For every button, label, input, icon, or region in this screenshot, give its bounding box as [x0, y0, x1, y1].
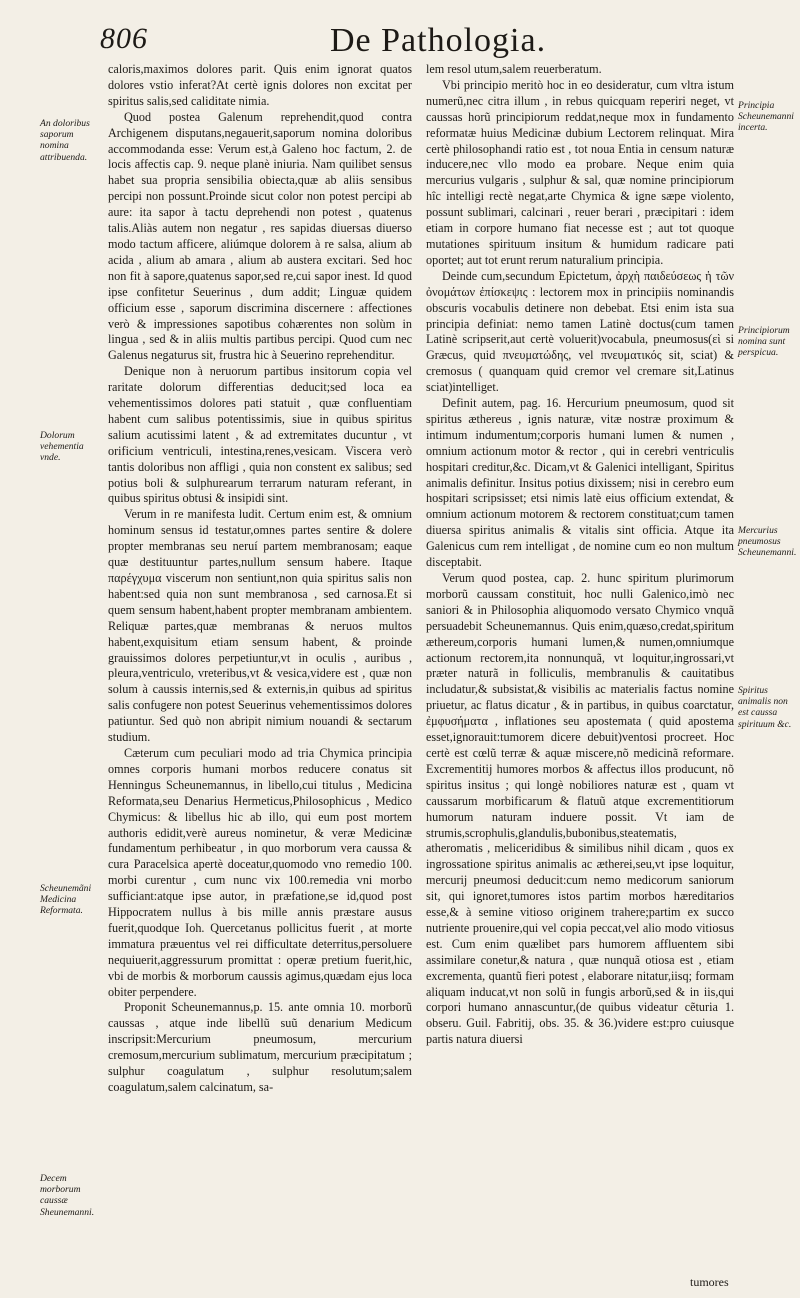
left-text-column: [108, 62, 412, 1096]
paragraph: Verum quod postea, cap. 2. hunc spiritum plurimorum morborũ caussam constituit, hoc nulli Galenico,imò nec saniori & in Philosophia aliquomodo versato Chymico vnquã persuadebit Scheunemannus. Quis enim,quæso,credat,spiritum æthereum,corporis humani lumen,& numen,omniumque actionum rectorem,ita nonnunquã, vt loquitur,ingrossari,vt præter naturã in folliculis, membranulis & cauitatibus includatur,& subsistat,& visibilis ac materialis factus nomine priuetur, ac flatus dicatur , & in partibus, in quibus coarctatur, ἐμφυσήματα , inflationes seu apostemata ( quid apostema esset,ignorauit:tumorem dicere debuit)ventosi procreet. Hoc certè est cœlũ terræ & aquæ miscere,nõ medicinã reformare. Excrementitij humores morbos & affectus illos producunt, nõ spiritus insitus ; qui longè nobiliores naturæ est , quam vt caussarum morbificarum & flatuũ atque excrementitiorum humorum naturam induere possit. Vt iam de strumis,scrophulis,glandulis,bubonibus,steatematis, atheromatis , meliceridibus & similibus nihil dicam , quos ex ingrossatione spiritus animalis ac ætherei,seu,vt ipse loquitur, mercurij pneumosi deducit:cum nemo medicorum saniorum sit, qui ignoret,tumores istos partim morbos hæreditarios esse,& à semine vitioso originem trahere;partim ex succo nutriente prouenire,qui vel copia peccat,vel alio modo vitiosus est. Cum enim quælibet pars humorem affluentem sibi assimilare conetur,& natura , quæ nunquã otiosa est , etiam excrementa, quantũ fieri potest , elaborare nitatur,iisq; formam aliquam inducat,vt non solũ in fungis arborũ,sed & in iis,qui corpori humano annascuntur,(de quibus videatur cẽturia 1. obseru. Guil. Fabritij, obs. 35. & 36.)videre est:pro cuiusque partis natura diuersi: [426, 571, 734, 1047]
paragraph: Cæterum cum peculiari modo ad tria Chymica principia omnes corporis humani morbos reducere conatus sit Henningus Scheunemannus, in libello,cui titulus , Medicina Reformata,seu Denarius Hermeticus,Philosophicus , Medico Chymicus: & libellus hic ab illo, qui eum post mortem authoris edidit,verè aureus nominetur, & veræ Medicinæ fundamentum perhibeatur , in quo morborum vera caussa & cura Paracelsica apertè doceatur,quomodo vno remedio 100. morbi curentur , cum nunc vix 100.remedia vni morbo sufficiant:atque ipse autor, in præfatione,se id,quod post Hippocratem nullus à bis mille annis præstare ausus fuerit,quodque Ioh. Quercetanus pollicitus fuerit , at morte immatura præuentus vel rei difficultate deterritus,persoluere nequiuerit,aggressurum promittat : operæ pretium fuerit,hic, vbi de morbis & morborum caussis agimus,quædam ejus loca obiter perpendere.: [108, 745, 412, 999]
marginal-note: An doloribus saporum nomina attribuenda.: [40, 118, 90, 163]
paragraph: caloris,maximos dolores parit. Quis enim ignorat quatos dolores vstio inferat?At certè ignis dolores non excitat per spiritus salis,sed caliditate nimia.: [108, 62, 412, 108]
marginal-note: Scheunemãni Medicina Reformata.: [40, 883, 92, 917]
marginal-note: Principia Scheunemanni incerta.: [738, 100, 794, 134]
right-text-column: [426, 62, 734, 1048]
marginal-note: Principiorum nomina sunt perspicua.: [738, 325, 790, 359]
paragraph: Proponit Scheunemannus,p. 15. ante omnia 10. morborũ caussas , atque inde libellũ suũ denarium Medicum inscripsit:Mercurium pneumosum, mercurium cremosum,mercurium sublimatum, mercurium præcipitatum ; sulphur coagulatum , sulphur resolutum;salem coagulatum,salem calcinatum, sa-: [108, 1000, 412, 1094]
paragraph: Quod postea Galenum reprehendit,quod contra Archigenem disputans,negauerit,saporum nomina doloribus accommodanda esse: Verum est,à Galeno hoc factum, 2. de locis affectis cap. 9. neque planè iniuria. Nam quilibet sensus habet sua propria sensibilia obiecta,quæ ab aliis sensibus percipi non possunt.Proinde sicut color non potest percipi ab aure: ita sapor à tactu deprehendi non potest , quatenus talis.Aliàs autem non negatur , res sapidas diuersas diuerso modo tactum afficere, aliúmque dolorem à re salsa, alium ab acida , alium ab amara , alium ab austera excitari. Sed hoc non fit à sapore,quatenus sapor,sed re,cui sapor inest. Id quod ipse confitetur Seuerinus , dum addit; Linguæ quidem officium esse , saporum discrimina discernere : affectiones verò & impressiones sapotibus cohærentes non solùm in lingua , sed & in aliis multis partibus percipi. Quod cum nec Galenus negaturus sit, frustra hic à Seuerino reprehenditur.: [108, 109, 412, 363]
paragraph: Verum in re manifesta ludit. Certum enim est, & omnium hominum sensus id testatur,omnes partes sentire & dolere propter membranas seu neruí partem membranosam; eaque quæ destituuntur partes,nullum sensum habere. Itaque παρέγχυμα viscerum non sentiunt,non quia spiritus salis non habent:sed quia non sunt membranosa , sed carnosa.Et si quem sensum habent,habent propter membranam ambientem. Reliquæ partes,quæ membranas & neruos multos habent,exquisitum etiam sensum habent, & proinde grauissimos dolores perpetiuntur,vt in oculis , auribus , pleura,ventriculo, vreteribus,vt & vesica,videre est , quæ non solum à caussis internis,sed & externis,in quibus ad spiritus salis confugere non potest Seuerinus vehementissimos dolores patiuntur. Sed quò non abripit nimium nouandi & sectarum studium.: [108, 507, 412, 745]
paragraph: Denique non à neruorum partibus insitorum copia vel raritate dolorum differentias deducit;sed loca ea vehementissimos dolores pati statuit , quæ confluentiam habent cum salibus potentissimis, siue in quibus spiritus salium acutissimi latent , & ad extremitates ducuntur , vt orificium ventriculi, intestina,renes,vesicam. Viscera verò tantis doloribus non affligi , quia non constent ex salibus; sed potius boli & sulphurearum terrarum naturam referant, in quibus spiritus obtusi & insipidi sint.: [108, 364, 412, 506]
running-head: De Pathologia.: [330, 22, 547, 59]
marginal-note: Decem morborum caussæ Sheunemanni.: [40, 1173, 95, 1218]
marginal-note: Spiritus animalis non est caussa spirituum &c.: [738, 685, 792, 730]
page-header: [0, 22, 800, 62]
paragraph: lem resol utum,salem reuerberatum.: [426, 62, 602, 76]
catchword: tumores: [690, 1275, 729, 1289]
paragraph: Definit autem, pag. 16. Hercurium pneumosum, quod sit spiritus æthereus , ignis naturæ, vitæ nostræ proximum & intimum indumentum;corporis humani lumen & numen , omnium actionum motor & rector , qui in cerebri ventriculis hospitari creditur,&c. Dicam,vt & Galenici intelligant, Spiritus animalis definitur. Insitus potius dixissem; nisi in cerebro eum hospitari scripsisset; etsi nimis latè eius officium extendat, & omnium actionum motorem & rectorem constituat;cum tamen diuersa spiritus animalis & vitalis sint officia. Atque ita Galenicus cum rem intelligat , de nomine cum eo non multum disceptabit.: [426, 396, 734, 570]
paragraph: Vbi principio meritò hoc in eo desideratur, cum vltra istum numerũ,nec citra illum , in rebus quicquam reperiri neget, vt caussas horũ principiorum reddat,neque mox in fundamento reformatæ huius Medicinæ dubium Lectorem relinquat. Mira certè philosophandi ratio est , tot noua Entia in censum naturæ inducere,nec vllo modo ea probare. Neque enim quia mercurius vulgaris , sulphur & sal, quæ nomine principiorum hîc intelligi rectè negat,arte Chymica & igne sæpe violento, possunt sublimari, calcinari , reuer berari , præcipitari : idem etiam in corpore humano fiat necesse est ; aut tot quoque mutationes spirituum insitum & humidum radicare pati oportet; aut tot erunt rerum naturalium principia.: [426, 77, 734, 267]
marginal-note: Dolorum vehementia vnde.: [40, 430, 84, 464]
marginal-note: Mercurius pneumosus Scheunemanni.: [738, 525, 797, 559]
paragraph: Deinde cum,secundum Epictetum, ἀρχὴ παιδεύσεως ἡ τῶν ὀνομάτων ἐπίσκεψις : lectorem mox in principiis nominandis obscuris vocabulis detinere non debebat. Etsi enim ista sua principia definiat: nemo tamen Latinè doctus(cum tamen Latinè scripserit,aut certè voluerit)vocabula, pneumosus(εὶ si Græcus, quid πνευματώδης, vel πνευματικός sit, sciat) & cremosus ( quanquam quid cremor vel cremare sit,Latinus sciat)intelliget.: [426, 268, 734, 395]
page-number: 806: [100, 22, 148, 55]
